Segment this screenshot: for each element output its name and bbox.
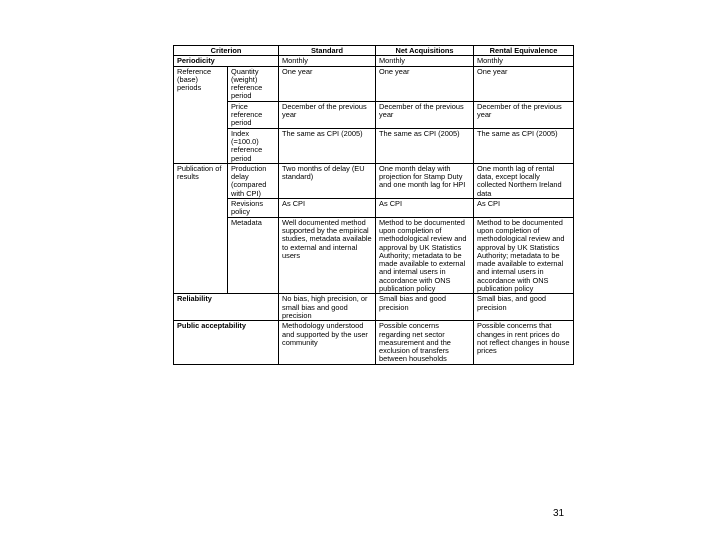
row-price-reference: [174, 101, 574, 128]
cell: The same as CPI (2005): [474, 128, 574, 163]
cell: As CPI: [279, 199, 376, 218]
label-publication: Publication of results: [174, 163, 228, 293]
label-public-acceptability: Public acceptability: [174, 321, 279, 364]
label-periodicity: Periodicity: [174, 56, 279, 66]
cell: Possible concerns regarding net sector measurement and the exclusion of transfers between households: [376, 321, 474, 364]
sublabel-metadata: Metadata: [228, 217, 279, 294]
label-reliability: Reliability: [174, 294, 279, 321]
cell: Method to be documented upon completion of methodological review and approval by UK Statistics Authority; metadata to be made available to external and internal users in accordance with ONS publication policy: [474, 217, 574, 294]
cell: One month lag of rental data, except locally collected Northern Ireland data: [474, 163, 574, 198]
comparison-table: [173, 45, 574, 365]
page-number: 31: [553, 508, 565, 519]
sublabel-revisions: Revisions policy: [228, 199, 279, 218]
cell: Possible concerns that changes in rent prices do not reflect changes in house prices: [474, 321, 574, 364]
label-reference-periods: Reference (base) periods: [174, 66, 228, 163]
header-net-acquisitions: Net Acquisitions: [376, 46, 474, 56]
cell: Two months of delay (EU standard): [279, 163, 376, 198]
cell: Monthly: [376, 56, 474, 66]
header-criterion: Criterion: [174, 46, 279, 56]
row-reliability: [174, 294, 574, 321]
cell: As CPI: [474, 199, 574, 218]
cell: December of the previous year: [474, 101, 574, 128]
cell: Well documented method supported by the empirical studies, metadata available to external and internal users: [279, 217, 376, 294]
cell: One year: [279, 66, 376, 101]
cell: As CPI: [376, 199, 474, 218]
cell: December of the previous year: [376, 101, 474, 128]
cell: Methodology understood and supported by the user community: [279, 321, 376, 364]
cell: Small bias and good precision: [376, 294, 474, 321]
cell: The same as CPI (2005): [279, 128, 376, 163]
cell: One year: [474, 66, 574, 101]
row-quantity-reference: [174, 66, 574, 101]
row-index-reference: [174, 128, 574, 163]
cell: Small bias, and good precision: [474, 294, 574, 321]
header-rental-equivalence: Rental Equivalence: [474, 46, 574, 56]
row-periodicity: [174, 56, 574, 66]
header-standard: Standard: [279, 46, 376, 56]
header-row: [174, 46, 574, 56]
row-revisions: [174, 199, 574, 218]
cell: Monthly: [474, 56, 574, 66]
row-public-acceptability: [174, 321, 574, 364]
cell: Method to be documented upon completion of methodological review and approval by UK Statistics Authority; metadata to be made available to external and internal users in accordance with ONS publication policy: [376, 217, 474, 294]
sublabel-price: Price reference period: [228, 101, 279, 128]
cell: One month delay with projection for Stamp Duty and one month lag for HPI: [376, 163, 474, 198]
sublabel-index: Index (=100.0) reference period: [228, 128, 279, 163]
cell: December of the previous year: [279, 101, 376, 128]
sublabel-quantity: Quantity (weight) reference period: [228, 66, 279, 101]
cell: The same as CPI (2005): [376, 128, 474, 163]
cell: One year: [376, 66, 474, 101]
cell: No bias, high precision, or small bias and good precision: [279, 294, 376, 321]
cell: Monthly: [279, 56, 376, 66]
sublabel-production: Production delay (compared with CPI): [228, 163, 279, 198]
row-production-delay: [174, 163, 574, 198]
row-metadata: [174, 217, 574, 294]
